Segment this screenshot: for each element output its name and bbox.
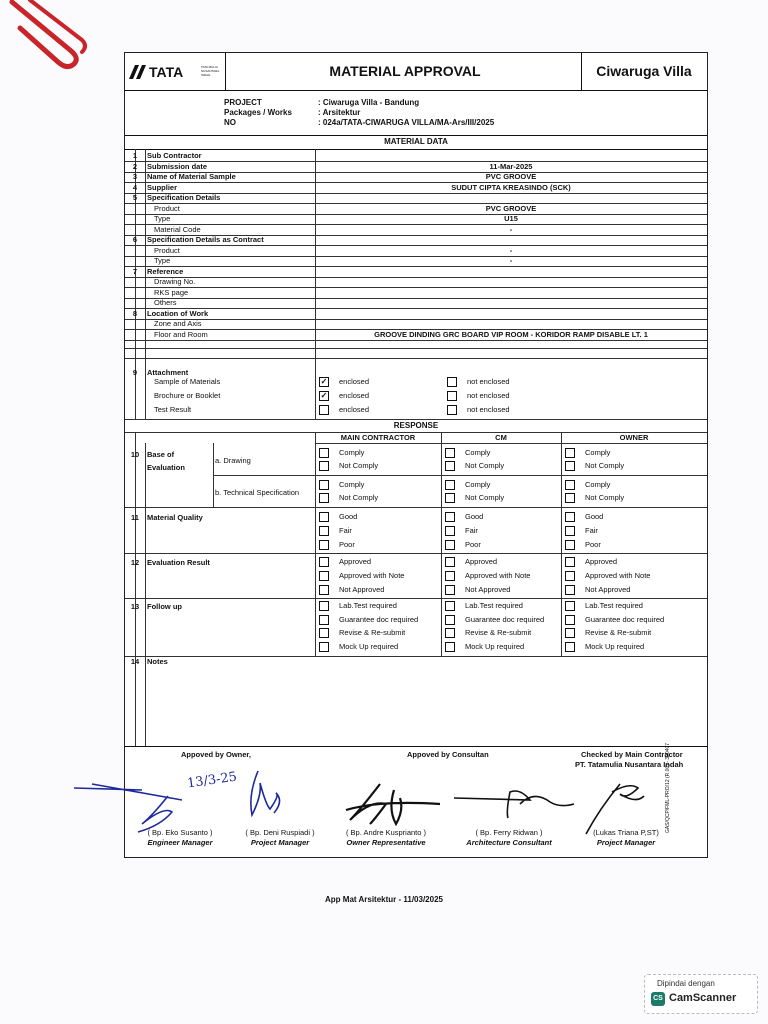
response-option: Mock Up required	[339, 641, 399, 651]
signer-role: Architecture Consultant	[466, 838, 552, 847]
section-number: 12	[130, 558, 140, 567]
response-checkbox[interactable]	[565, 628, 575, 638]
attachment-item-label: Test Result	[154, 405, 192, 414]
response-checkbox[interactable]	[565, 512, 575, 522]
response-checkbox[interactable]	[445, 557, 455, 567]
row-sub-label: Type	[154, 214, 171, 223]
camscanner-icon: CS	[651, 992, 665, 1006]
response-option: Lab.Test required	[339, 601, 397, 610]
response-checkbox[interactable]	[565, 642, 575, 652]
response-option: Poor	[585, 540, 601, 549]
response-option: Good	[465, 512, 484, 521]
project-name: Ciwaruga Villa	[596, 63, 692, 79]
row-label: Supplier	[147, 182, 178, 192]
response-option: Approved	[339, 557, 372, 566]
row-number: 5	[132, 193, 138, 202]
response-option: Revise & Re-submit	[465, 628, 532, 637]
response-column-header: OWNER	[619, 433, 649, 442]
enclosed-label: enclosed	[339, 391, 370, 400]
project-info-value: : Ciwaruga Villa - Bandung	[318, 98, 420, 107]
response-option: Poor	[339, 540, 355, 549]
signer-role: Project Manager	[596, 838, 656, 847]
response-checkbox[interactable]	[445, 642, 455, 652]
response-option: Revise & Re-submit	[585, 628, 652, 637]
response-checkbox[interactable]	[565, 557, 575, 567]
response-option: Comply	[339, 448, 365, 457]
row-value: 11-Mar-2025	[489, 161, 533, 171]
response-option: Approved	[585, 557, 618, 566]
enclosed-checkbox[interactable]: ✓	[320, 377, 328, 386]
row-value: U15	[504, 214, 518, 223]
response-option: Not Comply	[339, 493, 379, 502]
response-checkbox[interactable]	[319, 512, 329, 522]
section-number: 11	[131, 513, 139, 522]
row-number: 7	[132, 266, 138, 276]
row-number: 8	[132, 308, 138, 318]
response-option: Mock Up required	[465, 641, 525, 651]
row-label: Submission date	[147, 161, 208, 171]
row-number: 6	[132, 235, 138, 244]
project-info-label: PROJECT	[224, 98, 262, 107]
response-checkbox[interactable]	[319, 461, 329, 471]
response-option: Not Comply	[465, 493, 505, 502]
signer-role: Project Manager	[250, 838, 310, 847]
enclosed-label: enclosed	[339, 377, 370, 386]
response-checkbox[interactable]	[319, 585, 329, 595]
response-checkbox[interactable]	[565, 526, 575, 536]
response-checkbox[interactable]	[565, 615, 575, 625]
response-checkbox[interactable]	[445, 615, 455, 625]
material-approval-form	[124, 52, 708, 858]
not-enclosed-checkbox[interactable]	[447, 405, 457, 415]
section-number: 14	[130, 657, 140, 666]
response-checkbox[interactable]	[445, 480, 455, 490]
response-checkbox[interactable]	[445, 448, 455, 458]
response-option: Comply	[465, 448, 491, 457]
response-option: Approved with Note	[585, 571, 651, 580]
response-option: Revise & Re-submit	[339, 628, 406, 637]
response-checkbox[interactable]	[565, 448, 575, 458]
row-label: Location of Work	[147, 308, 209, 318]
response-option: Not Approved	[585, 585, 631, 594]
response-checkbox[interactable]	[319, 540, 329, 550]
response-option: Comply	[585, 448, 611, 457]
response-checkbox[interactable]	[565, 571, 575, 581]
response-option: Guarantee doc required	[465, 614, 545, 624]
response-option: Poor	[465, 540, 481, 549]
not-enclosed-label: not enclosed	[467, 377, 510, 386]
base-eval-spec: b. Technical Specification	[215, 488, 300, 497]
response-option: Lab.Test required	[465, 601, 523, 610]
base-eval-title: Base of	[147, 450, 175, 459]
response-option: Good	[339, 512, 358, 521]
response-checkbox[interactable]	[565, 540, 575, 550]
response-option: Approved with Note	[465, 571, 531, 580]
project-info-label: Packages / Works	[224, 108, 292, 117]
response-checkbox[interactable]	[319, 642, 329, 652]
response-checkbox[interactable]	[445, 585, 455, 595]
attachment-title: Attachment	[147, 368, 189, 377]
scanner-line: Dipindai dengan	[657, 979, 715, 988]
response-option: Approved with Note	[339, 571, 405, 580]
response-checkbox[interactable]	[319, 601, 329, 611]
company-logo	[129, 62, 225, 84]
enclosed-checkbox[interactable]	[319, 405, 329, 415]
base-eval-title: Evaluation	[147, 463, 185, 472]
response-option: Mock Up required	[585, 641, 645, 651]
response-option: Not Approved	[465, 585, 511, 594]
enclosed-label: enclosed	[339, 405, 370, 414]
row-number: 2	[132, 161, 138, 171]
result-title: Evaluation Result	[147, 558, 210, 567]
contractor-approval-title: Checked by Main Contractor	[581, 750, 683, 759]
row-sub-label: Material Code	[154, 224, 201, 234]
row-number: 3	[132, 172, 138, 181]
response-checkbox[interactable]	[445, 493, 455, 503]
response-checkbox[interactable]	[319, 615, 329, 625]
response-checkbox[interactable]	[445, 601, 455, 611]
response-column-header: CM	[495, 433, 507, 442]
signer-name: ( Bp. Andre Kusprianto )	[345, 828, 427, 837]
notes-title: Notes	[147, 657, 168, 666]
row-value: -	[509, 245, 513, 255]
enclosed-checkbox[interactable]: ✓	[320, 391, 328, 400]
row-sub-label: Type	[154, 256, 171, 265]
row-value: -	[509, 224, 513, 234]
row-label: Reference	[147, 266, 184, 276]
response-checkbox[interactable]	[445, 461, 455, 471]
response-option: Comply	[585, 480, 611, 489]
attachment-number: 9	[132, 368, 138, 377]
row-value: GROOVE DINDING GRC BOARD VIP ROOM - KORIDOR RAMP DISABLE LT. 1	[374, 329, 648, 339]
row-sub-label: Zone and Axis	[154, 319, 202, 328]
response-checkbox[interactable]	[565, 601, 575, 611]
row-sub-label: Product	[154, 203, 180, 213]
signature-lukas-triana	[580, 778, 650, 838]
not-enclosed-checkbox[interactable]	[447, 377, 457, 387]
project-info-value: : 024a/TATA-CIWARUGA VILLA/MA-Ars/III/2025	[318, 118, 495, 127]
response-option: Not Comply	[585, 461, 625, 470]
response-checkbox[interactable]	[445, 628, 455, 638]
signer-role: Engineer Manager	[147, 838, 213, 847]
response-checkbox[interactable]	[445, 512, 455, 522]
signature-eko-susanto	[72, 776, 192, 836]
signature-deni-ruspiadi	[240, 765, 300, 825]
row-value: SUDUT CIPTA KREASINDO (SCK)	[451, 182, 571, 192]
row-sub-label: Floor and Room	[154, 329, 208, 339]
response-option: Comply	[465, 480, 491, 489]
base-eval-drawing: a. Drawing	[215, 456, 251, 465]
row-sub-label: RKS page	[154, 287, 189, 297]
signer-name: ( Bp. Deni Ruspiadi )	[245, 828, 315, 837]
signature-andre-kusprianto	[340, 780, 450, 830]
row-number: 4	[132, 182, 138, 192]
project-info-value: : Arsitektur	[318, 108, 361, 117]
response-checkbox[interactable]	[565, 585, 575, 595]
section-number: 10	[130, 450, 140, 459]
response-option: Not Comply	[585, 493, 625, 502]
row-label: Specification Details	[147, 193, 221, 202]
response-checkbox[interactable]	[445, 526, 455, 536]
section-number: 13	[130, 602, 140, 611]
handwritten-date: 13/3-25	[186, 769, 238, 792]
response-checkbox[interactable]	[565, 493, 575, 503]
response-checkbox[interactable]	[319, 628, 329, 638]
row-sub-label: Others	[154, 298, 177, 307]
consultant-approval-title: Appoved by Consultan	[407, 750, 489, 759]
material-data-heading: MATERIAL DATA	[384, 137, 448, 146]
signer-name: (Lukas Triana P,ST)	[593, 828, 659, 837]
row-value: PVC GROOVE	[485, 172, 537, 181]
scanner-brand: CamScanner	[669, 992, 737, 1004]
signature-ferry-ridwan	[450, 782, 580, 822]
follow-title: Follow up	[147, 602, 182, 611]
signer-name: ( Bp. Eko Susanto )	[147, 828, 213, 837]
logo-text: TATA	[149, 64, 184, 80]
document-code: GAS/QCP/FML-PRO/12 (R.00) - 300407	[665, 742, 671, 833]
logo-subtext: TATA MULIA NUSANTARA INDAH	[201, 65, 220, 77]
response-checkbox[interactable]	[319, 480, 329, 490]
row-label: Name of Material Sample	[147, 172, 236, 181]
signer-role: Owner Representative	[346, 838, 426, 847]
response-checkbox[interactable]	[319, 493, 329, 503]
row-number: 1	[132, 151, 138, 160]
row-value: -	[509, 256, 513, 265]
paper-clip-icon	[0, 0, 100, 70]
response-checkbox[interactable]	[445, 571, 455, 581]
quality-title: Material Quality	[147, 513, 203, 522]
response-checkbox[interactable]	[445, 540, 455, 550]
response-option: Comply	[339, 480, 365, 489]
attachment-item-label: Brochure or Booklet	[154, 391, 221, 400]
not-enclosed-label: not enclosed	[467, 405, 510, 414]
response-checkbox[interactable]	[319, 448, 329, 458]
project-info-label: NO	[224, 118, 236, 127]
not-enclosed-label: not enclosed	[467, 391, 510, 400]
row-sub-label: Product	[154, 245, 180, 255]
response-checkbox[interactable]	[319, 571, 329, 581]
attachment-item-label: Sample of Materials	[154, 377, 221, 386]
response-option: Guarantee doc required	[585, 614, 665, 624]
response-checkbox[interactable]	[319, 526, 329, 536]
response-heading: RESPONSE	[393, 421, 439, 430]
owner-approval-title: Appoved by Owner,	[181, 750, 252, 759]
response-checkbox[interactable]	[565, 480, 575, 490]
response-option: Fair	[339, 526, 352, 535]
row-sub-label: Drawing No.	[154, 277, 196, 286]
row-label: Specification Details as Contract	[147, 235, 264, 244]
form-title: MATERIAL APPROVAL	[329, 63, 481, 79]
response-column-header: MAIN CONTRACTOR	[340, 433, 416, 442]
not-enclosed-checkbox[interactable]	[447, 391, 457, 401]
response-option: Approved	[465, 557, 498, 566]
response-option: Lab.Test required	[585, 601, 643, 610]
response-option: Fair	[585, 526, 598, 535]
row-label: Sub Contractor	[147, 151, 202, 160]
response-option: Fair	[465, 526, 478, 535]
response-option: Not Comply	[339, 461, 379, 470]
response-option: Good	[585, 512, 604, 521]
row-value: PVC GROOVE	[485, 203, 537, 213]
response-checkbox[interactable]	[565, 461, 575, 471]
signer-name: ( Bp. Ferry Ridwan )	[475, 828, 543, 837]
contractor-company: PT. Tatamulia Nusantara Indah	[575, 760, 684, 769]
footer-text: App Mat Arsitektur - 11/03/2025	[325, 895, 443, 904]
response-option: Not Approved	[339, 585, 385, 594]
response-option: Guarantee doc required	[339, 614, 419, 624]
response-option: Not Comply	[465, 461, 505, 470]
camscanner-badge	[644, 974, 758, 1014]
response-checkbox[interactable]	[319, 557, 329, 567]
